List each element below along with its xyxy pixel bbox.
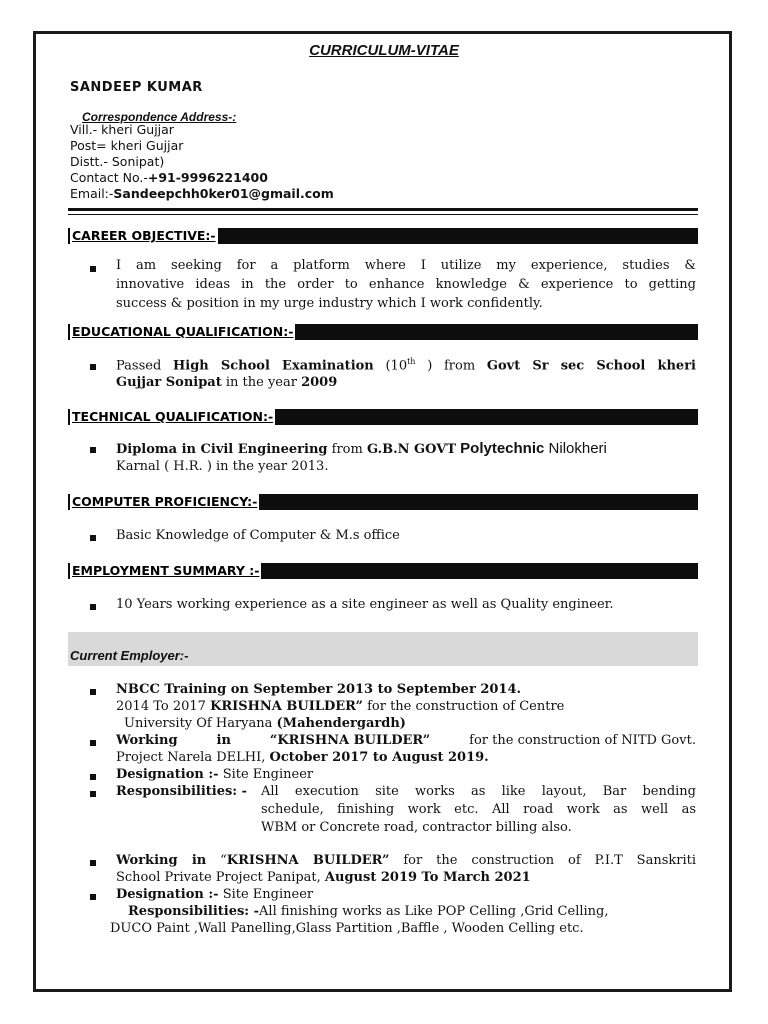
job-d1-value: Site Engineer	[218, 767, 314, 782]
education-school: Govt Sr sec School kheri	[486, 358, 696, 374]
job-d2-label: Designation :-	[116, 887, 219, 902]
bullet	[90, 791, 96, 797]
job-kb1-location: (Mahendergardh)	[276, 716, 406, 731]
job-kb1-line-1	[116, 699, 564, 714]
email	[70, 186, 334, 201]
bullet	[90, 364, 96, 370]
education-grade-close: ) from	[415, 358, 487, 374]
contact-value: +91-9996221400	[147, 170, 268, 185]
education-heading: EDUCATIONAL QUALIFICATION:-	[72, 324, 294, 339]
bullet	[90, 740, 96, 746]
education-exam: High School Examination	[173, 358, 374, 374]
job-kb1-university: University Of Haryana	[124, 716, 277, 731]
bullet	[90, 860, 96, 866]
bullet	[90, 689, 96, 695]
contact-number	[70, 170, 268, 185]
address-village: Vill.- kheri Gujjar	[70, 122, 174, 137]
email-value: Sandeepchh0ker01@gmail.com	[113, 186, 334, 201]
divider-thin	[68, 214, 698, 215]
email-label: Email:-	[70, 186, 114, 201]
document-title: CURRICULUM-VITAE	[309, 42, 459, 59]
education-year-text: in the year	[221, 375, 302, 390]
job-r2-line-1	[128, 904, 609, 919]
job-w2-line-1	[116, 853, 696, 868]
bullet	[90, 604, 96, 610]
job-d1-label: Designation :-	[116, 767, 219, 782]
education-year: 2009	[301, 375, 338, 390]
bullet	[90, 266, 96, 272]
candidate-name: SANDEEP KUMAR	[70, 80, 203, 95]
technical-place: Nilokheri	[544, 440, 607, 457]
job-w2-company: KRISHNA BUILDER”	[226, 853, 390, 868]
job-w1-period: October 2017 to August 2019.	[269, 750, 489, 765]
job-w2-label: Working in	[116, 853, 207, 868]
job-w1-in: in	[216, 733, 231, 748]
job-w2-open: “	[206, 853, 227, 868]
education-grade-sup: th	[407, 357, 416, 366]
education-line-1	[116, 357, 696, 373]
technical-polytechnic: Polytechnic	[456, 440, 545, 457]
job-w1-desc: for the construction of NITD Govt.	[469, 733, 696, 748]
job-d1	[116, 767, 313, 782]
job-r2-line-2: DUCO Paint ,Wall Panelling,Glass Partition ,Baffle , Wooden Celling etc.	[110, 921, 584, 936]
bullet	[90, 447, 96, 453]
job-w2-desc: for the construction of P.I.T Sanskriti	[389, 853, 696, 868]
job-w1-project: Project Narela DELHI,	[116, 750, 270, 765]
employment-heading: EMPLOYMENT SUMMARY :-	[72, 563, 260, 578]
education-line-2	[116, 375, 337, 390]
job-kb1-desc: for the construction of Centre	[362, 699, 565, 714]
job-w2-period: August 2019 To March 2021	[324, 870, 531, 885]
education-school-city: Gujjar Sonipat	[116, 375, 222, 390]
education-grade-open: (10	[373, 358, 408, 374]
job-w2-project: School Private Project Panipat,	[116, 870, 325, 885]
contact-label: Contact No.-	[70, 170, 148, 185]
job-r1-label	[116, 784, 247, 799]
career-line-3: success & position in my urge industry which I work confidently.	[116, 296, 543, 311]
job-kb1-line-2	[124, 716, 406, 731]
technical-from: from	[327, 442, 367, 457]
education-prefix: Passed	[116, 358, 173, 374]
job-kb1-years: 2014 To 2017	[116, 699, 211, 714]
career-line-1: I am seeking for a platform where I utilize my experience, studies &	[116, 258, 696, 273]
job-d2-value: Site Engineer	[218, 887, 314, 902]
technical-heading: TECHNICAL QUALIFICATION:-	[72, 409, 274, 424]
job-nbcc-text: NBCC Training on September 2013 to September 2014.	[116, 682, 522, 697]
address-district: Distt.- Sonipat)	[70, 154, 165, 169]
technical-diploma: Diploma in Civil Engineering	[116, 442, 328, 457]
career-line-2: innovative ideas in the order to enhance knowledge & experience to getting	[116, 277, 696, 292]
job-w1-label: Working	[116, 733, 178, 748]
bullet	[90, 535, 96, 541]
job-d2	[116, 887, 313, 902]
job-nbcc	[116, 682, 521, 697]
job-r1-line-1: All execution site works as like layout, Bar bending	[261, 784, 696, 799]
technical-line-1	[116, 440, 607, 457]
job-w1-company: “KRISHNA BUILDER”	[269, 733, 431, 748]
technical-line-2: Karnal ( H.R. ) in the year 2013.	[116, 459, 329, 474]
job-r2-text-1: All finishing works as Like POP Celling ,Grid Celling,	[259, 904, 609, 919]
job-r1-line-2: schedule, finishing work etc. All road work as well as	[261, 802, 696, 817]
job-kb1-company: KRISHNA BUILDER”	[210, 699, 363, 714]
current-employer-heading: Current Employer:-	[70, 648, 189, 663]
job-w1-line-1	[116, 733, 696, 748]
job-r2-label: Responsibilities: -	[128, 904, 260, 919]
job-w1-line-2	[116, 750, 489, 765]
divider-thick	[68, 208, 698, 211]
job-r1-label-text: Responsibilities: -	[116, 784, 248, 799]
technical-college: G.B.N GOVT	[366, 442, 456, 457]
bullet	[90, 894, 96, 900]
job-w2-line-2	[116, 870, 531, 885]
bullet	[90, 774, 96, 780]
address-heading: Correspondence Address-:	[82, 110, 237, 124]
employment-item: 10 Years working experience as a site engineer as well as Quality engineer.	[116, 597, 614, 612]
computer-heading: COMPUTER PROFICIENCY:-	[72, 494, 258, 509]
career-heading: CAREER OBJECTIVE:-	[72, 228, 216, 243]
address-post: Post= kheri Gujjar	[70, 138, 184, 153]
computer-item: Basic Knowledge of Computer & M.s office	[116, 528, 400, 543]
job-r1-line-3: WBM or Concrete road, contractor billing also.	[261, 820, 572, 835]
